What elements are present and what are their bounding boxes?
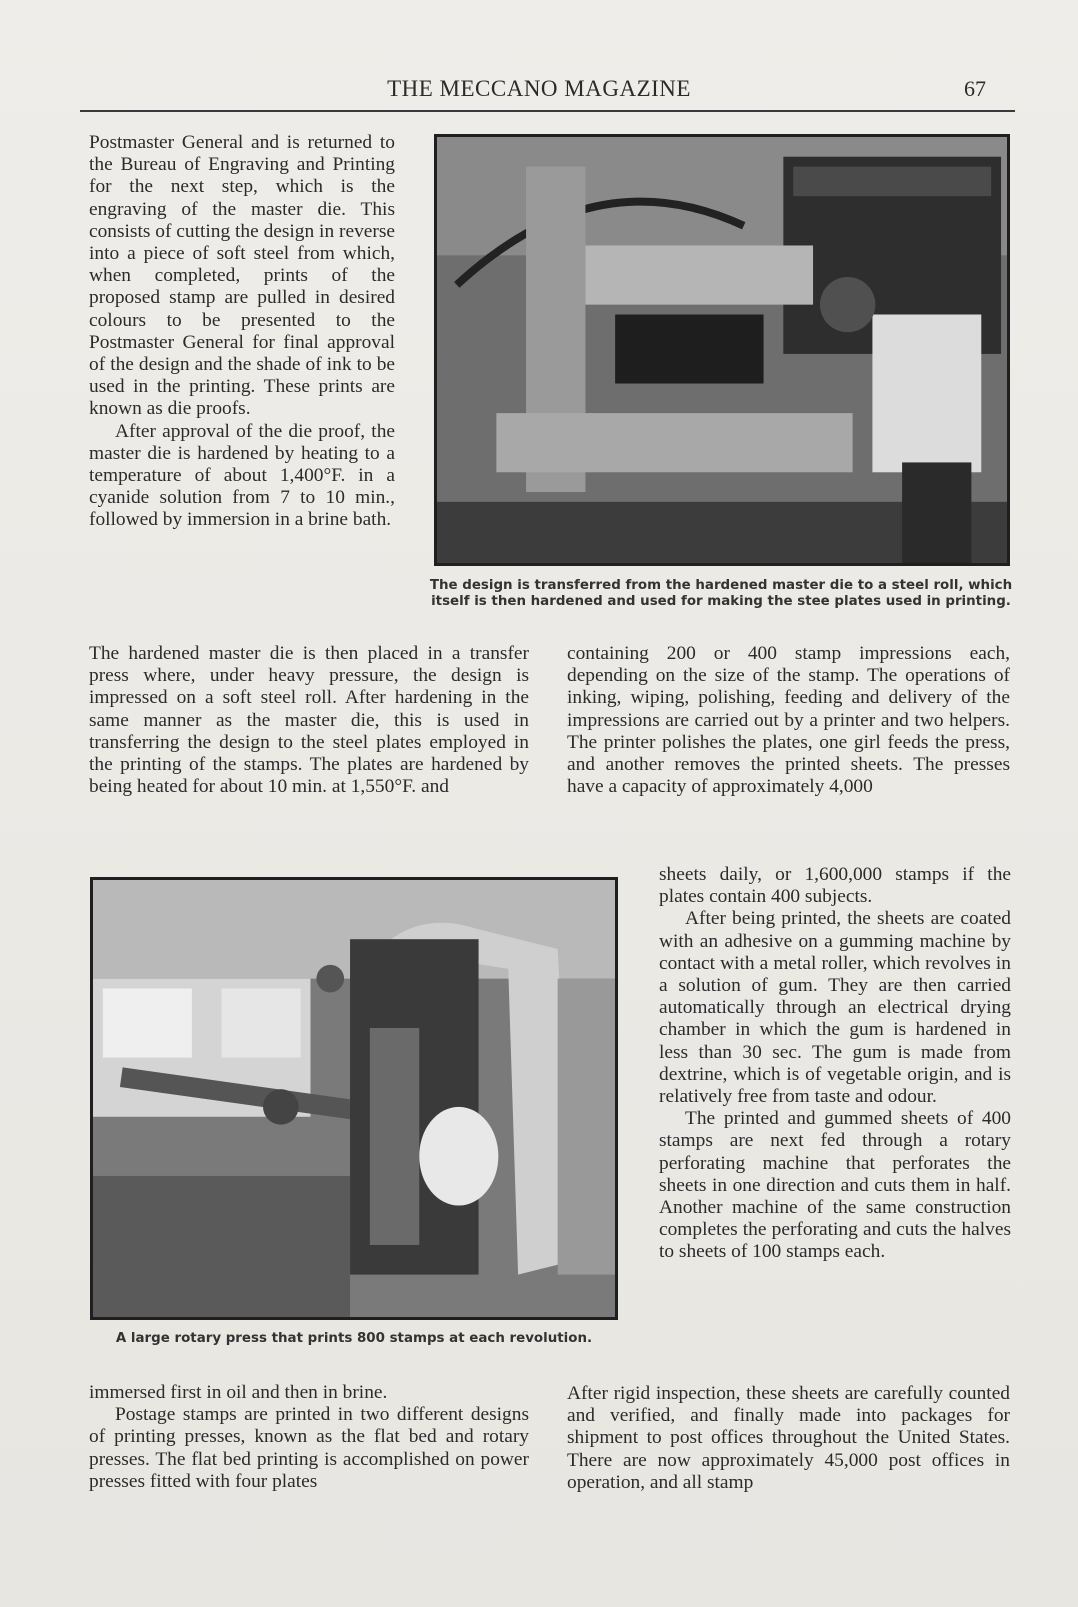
right-column-middle [567,643,1010,798]
transfer-press-photo [434,134,1010,566]
header-rule [80,110,1015,112]
left-column-top [89,132,395,532]
right-column-bottom [567,1383,1010,1494]
paragraph: immersed first in oil and then in brine. [89,1382,388,1403]
left-column-bottom [89,1382,529,1493]
paragraph: The printed and gummed sheets of 400 stamps are next fed through a rotary perforating machine that perforates the sheets in one direction and cuts them in half. Another machine of the same construction completes the perforating and cuts the halves to sheets of 100 stamps each. [659,1108,1011,1263]
left-column-middle [89,643,529,798]
bottom-photo-caption: A large rotary press that prints 800 stamps at each revolution. [115,1331,593,1346]
paragraph: After rigid inspection, these sheets are carefully counted and verified, and finally made into packages for shipment to post offices throughout the United States. There are now approximately 45,000 post offices in operation, and all stamp [567,1383,1010,1493]
magazine-title: THE MECCANO MAGAZINE [387,76,691,101]
page-number: 67 [964,76,986,101]
paragraph: Postmaster General and is returned to the Bureau of Engraving and Printing for the next step, which is the engraving of the master die. This consists of cutting the design in reverse into a piece of soft steel from which, when completed, prints of the proposed stamp are pulled in desired colours to be presented to the Postmaster General for final approval of the design and the shade of ink to be used in the printing. These prints are known as die proofs. [89,132,395,420]
right-column-narrow [659,864,1011,1264]
paragraph: After approval of the die proof, the master die is hardened by heating to a temperature of about 1,400°F. in a cyanide solution from 7 to 10 min., followed by immersion in a brine bath. [89,420,395,531]
paragraph: After being printed, the sheets are coated with an adhesive on a gumming machine by contact with a metal roller, which revolves in a solution of gum. They are then carried automatically through an electrical drying chamber in which the gum is hardened in less than 30 sec. The gum is made from dextrine, which is of vegetable origin, and is relatively free from taste and odour. [659,908,1011,1108]
paragraph: sheets daily, or 1,600,000 stamps if the plates contain 400 subjects. [659,864,1011,908]
paragraph: containing 200 or 400 stamp impressions each, depending on the size of the stamp. The operations of inking, wiping, polishing, feeding and delivery of the impressions are carried out by a printer and two helpers. The printer polishes the plates, one girl feeds the press, and another removes the printed sheets. The presses have a capacity of approximately 4,000 [567,643,1010,798]
top-photo-caption: The design is transferred from the hardened master die to a steel roll, which itself is then hardened and used for making the stee plates used in printing. [429,578,1013,609]
paragraph: The hardened master die is then placed in a transfer press where, under heavy pressure, the design is impressed on a soft steel roll. After hardening in the same manner as the master die, this is used in transferring the design to the steel plates employed in the printing of the stamps. The plates are hardened by being heated for about 10 min. at 1,550°F. and [89,643,529,798]
rotary-press-photo [90,877,618,1320]
paragraph: Postage stamps are printed in two different designs of printing presses, known as the flat bed and rotary presses. The flat bed printing is accomplished on power presses fitted with four plates [89,1404,529,1492]
